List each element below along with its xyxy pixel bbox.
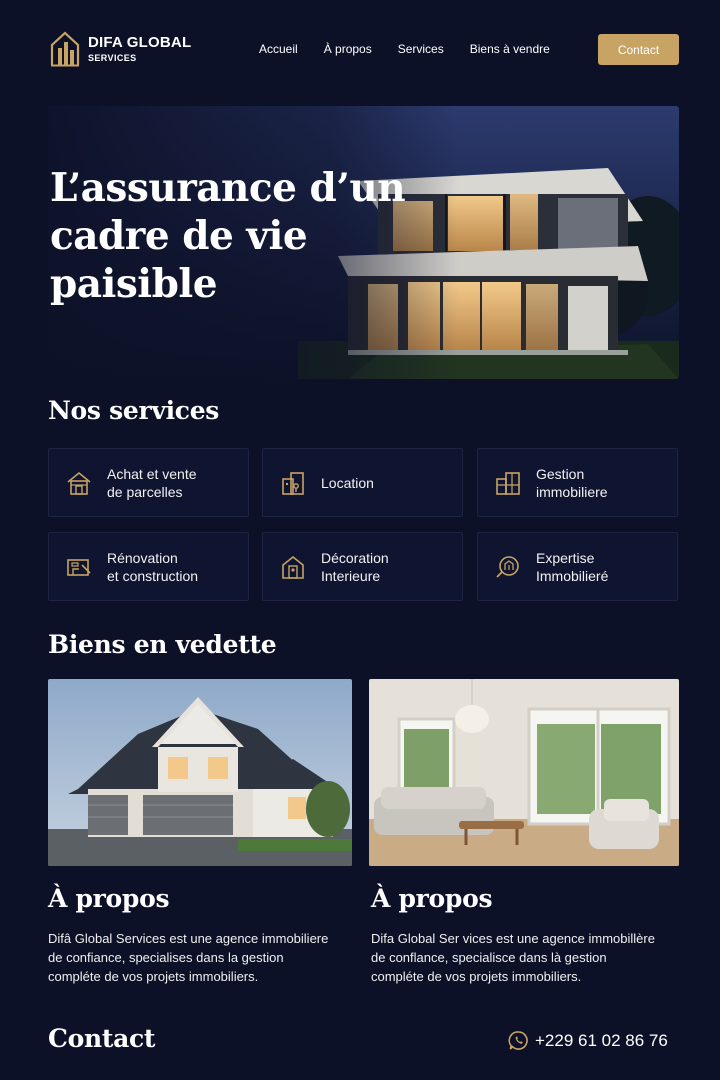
expertise-icon xyxy=(494,553,522,581)
service-label-line-2: et construction xyxy=(107,567,199,584)
brand-name: DIFA GLOBAL xyxy=(88,33,192,51)
nav-services[interactable]: Services xyxy=(397,42,444,56)
house-icon xyxy=(65,469,93,497)
featured-card-2-title: À propos xyxy=(371,884,493,913)
nav-biens-a-vendre[interactable]: Biens à vendre xyxy=(469,42,550,56)
featured-title: Biens en vedette xyxy=(48,630,277,659)
hero-title-line-2: cadre de vie paisible xyxy=(50,213,308,307)
service-achat-vente[interactable] xyxy=(48,448,249,517)
service-label-line-1: Rénovation xyxy=(107,549,178,566)
service-label-line-1: Décoration xyxy=(321,549,389,566)
service-label-line-2: Interieure xyxy=(321,567,381,584)
service-label-line-2: de parcelles xyxy=(107,483,183,500)
service-decoration[interactable] xyxy=(262,532,463,601)
featured-card-2-image[interactable] xyxy=(369,679,679,866)
brand-logo[interactable] xyxy=(50,30,191,67)
service-label-line-1: Achat et vente xyxy=(107,465,197,482)
service-location[interactable] xyxy=(262,448,463,517)
featured-card-2-text xyxy=(371,929,681,986)
services-title: Nos services xyxy=(48,396,220,425)
hero-title xyxy=(50,164,430,308)
featured-card-1-title: À propos xyxy=(48,884,170,913)
main-nav xyxy=(259,42,550,56)
buildings-icon xyxy=(494,469,522,497)
building-key-icon xyxy=(279,469,307,497)
featured-card-1-text xyxy=(48,929,358,986)
card-text-line-1: Difa Global Ser vices est une agence immobillère xyxy=(371,931,655,946)
site-header xyxy=(0,0,720,100)
house-door-icon xyxy=(279,553,307,581)
service-label-line-2: Immobilieré xyxy=(536,567,609,584)
featured-card-1-image[interactable] xyxy=(48,679,352,866)
phone-number: +229 61 02 86 76 xyxy=(535,1030,668,1050)
phone-contact[interactable] xyxy=(508,1030,668,1051)
service-gestion[interactable] xyxy=(477,448,678,517)
service-label-line-1: Expertise xyxy=(536,549,595,566)
service-renovation[interactable] xyxy=(48,532,249,601)
service-label-line-1: Gestion xyxy=(536,465,585,482)
nav-accueil[interactable]: Accueil xyxy=(259,42,298,56)
suburban-house-image xyxy=(48,679,352,866)
nav-a-propos[interactable]: À propos xyxy=(323,42,372,56)
service-expertise[interactable] xyxy=(477,532,678,601)
hero-banner xyxy=(48,106,679,379)
service-label-line-2: immobiliere xyxy=(536,483,608,500)
card-text-line-1: Difâ Global Services est une agence immobiliere xyxy=(48,931,329,946)
contact-title: Contact xyxy=(48,1024,156,1053)
card-text-line-2: de conflance, specialisce dans là gestion xyxy=(371,950,607,965)
card-text-line-2: de confiance, specialises dans la gestion xyxy=(48,950,284,965)
living-room-image xyxy=(369,679,679,866)
whatsapp-icon xyxy=(508,1030,529,1051)
hero-title-line-1: L’assurance d’un xyxy=(50,165,406,211)
renovation-icon xyxy=(65,553,93,581)
house-building-icon xyxy=(50,30,80,67)
card-text-line-3: compléte de vos projets immobiliers. xyxy=(48,969,259,984)
brand-subtitle: SERVICES xyxy=(88,52,137,63)
card-text-line-3: compléte de vos projets immobiliers. xyxy=(371,969,582,984)
contact-button[interactable]: Contact xyxy=(598,34,679,65)
service-label-line-1: Location xyxy=(321,474,374,491)
